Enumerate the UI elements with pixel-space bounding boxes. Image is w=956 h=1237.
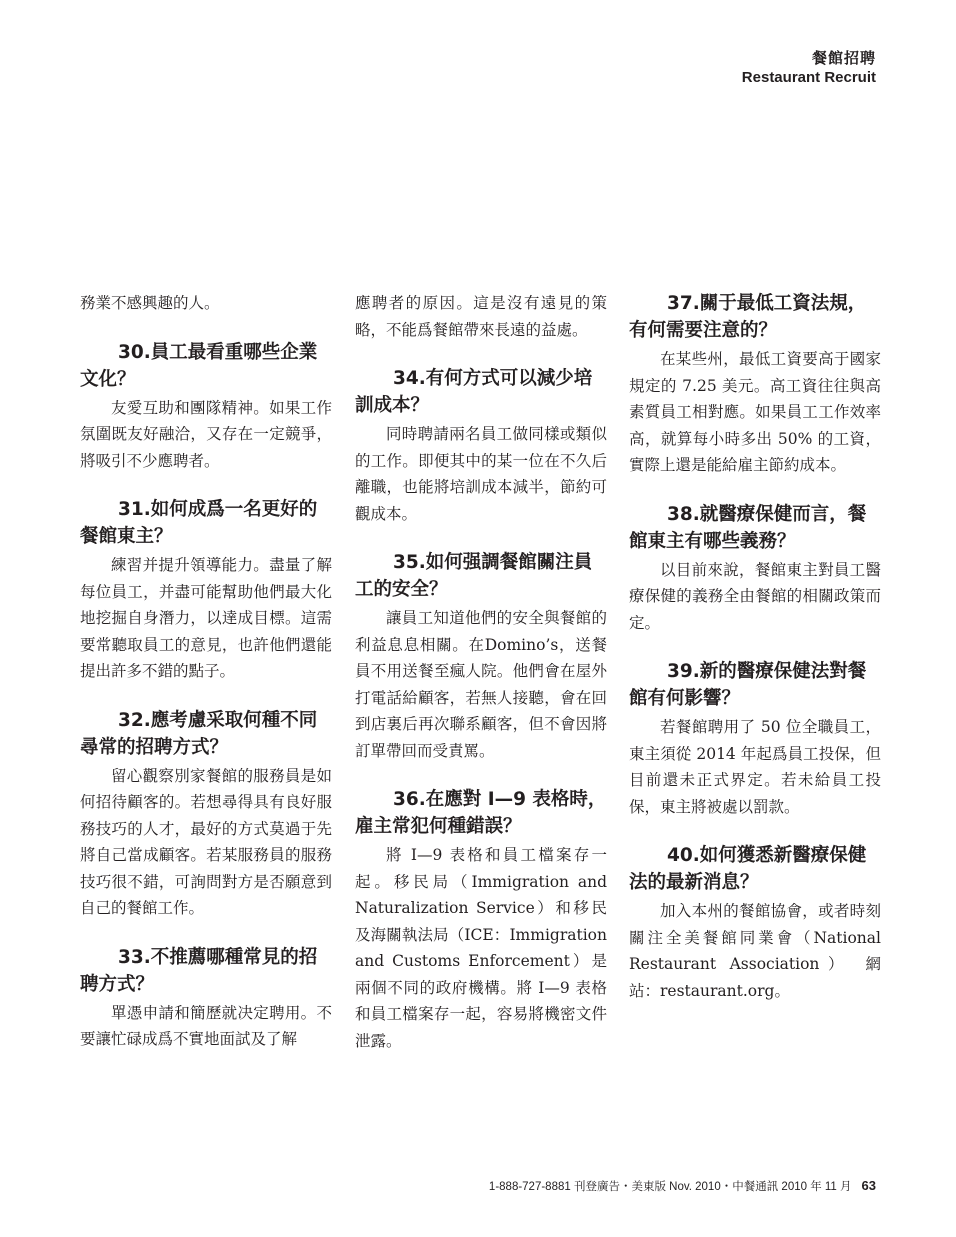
answer-34: 同時聘請兩名員工做同樣或類似的工作。即便其中的某一位在不久后離職，也能將培訓成本減半，節約可觀成本。 xyxy=(355,425,607,523)
answer-40: 加入本州的餐館協會，或者時刻關注全美餐館同業會（National Restaurant Association） 網 站：restaurant.org。 xyxy=(629,902,881,1000)
paragraph: 應聘者的原因。這是沒有遠見的策略，不能爲餐館帶來長遠的益處。 xyxy=(355,294,607,339)
question-heading-30: 30.員工最看重哪些企業文化？ xyxy=(80,341,318,390)
answer-33: 單憑申請和簡歷就决定聘用。不要讓忙碌成爲不實地面試及了解 xyxy=(80,1003,332,1048)
answer-36: 將 I—9 表格和員工檔案存一起。移民局（Immigration and Naturalization Service）和移民及海關執法局（ICE：Immigration and Customs Enforcement）是兩個不同的政府機構。將 I—9 表格和員工檔案存一起，容易將機密文件泄露。 xyxy=(355,846,607,1050)
answer-30: 友愛互助和團隊精神。如果工作氛圍既友好融洽，又存在一定競爭，將吸引不少應聘者。 xyxy=(80,398,332,470)
answer-35: 讓員工知道他們的安全與餐館的利益息息相關。在Domino’s，送餐員不用送餐至瘋人院。他們會在屋外打電話給顧客，若無人接聽，會在回到店裏后再次聯系顧客，但不會因將訂單帶回而受責罵。 xyxy=(355,609,607,760)
answer-39: 若餐館聘用了 50 位全職員工，東主須從 2014 年起爲員工投保，但目前還未正式界定。若未給員工投保，東主將被處以罰款。 xyxy=(629,718,881,816)
question-heading-32: 32.應考慮采取何種不同尋常的招聘方式？ xyxy=(80,709,318,758)
column-2 xyxy=(355,290,607,1054)
question-heading-37: 37.關于最低工資法規，有何需要注意的？ xyxy=(629,293,867,341)
question-heading-33: 33.不推薦哪種常見的招聘方式？ xyxy=(80,946,318,995)
question-heading-38: 38.就醫療保健而言，餐館東主有哪些義務？ xyxy=(629,503,867,552)
question-heading-35: 35.如何强調餐館關注員工的安全？ xyxy=(355,552,593,600)
answer-38: 以目前來說，餐館東主對員工醫療保健的義務全由餐館的相關政策而定。 xyxy=(629,560,881,632)
answer-37: 在某些州，最低工資要高于國家規定的 7.25 美元。高工資往往與高素質員工相對應。如果員工工作效率高，就算每小時多出 50% 的工資，實際上還是能給雇主節約成本。 xyxy=(629,350,881,474)
question-heading-39: 39.新的醫療保健法對餐館有何影響？ xyxy=(629,661,867,709)
paragraph: 務業不感興趣的人。 xyxy=(80,294,220,312)
section-title-english: Restaurant Recruit xyxy=(741,69,876,86)
answer-32: 留心觀察別家餐館的服務員是如何招待顧客的。若想尋得具有良好服務技巧的人才，最好的方式莫過于先將自己當成顧客。若某服務員的服務技巧很不錯，可詢問對方是否願意到自己的餐館工作。 xyxy=(80,766,332,917)
section-title-chinese: 餐館招聘 xyxy=(811,50,876,67)
column-3 xyxy=(629,290,881,1004)
page-header xyxy=(742,50,876,87)
question-heading-40: 40.如何獲悉新醫療保健法的最新消息？ xyxy=(629,845,867,893)
question-heading-36: 36.在應對 I—9 表格時，雇主常犯何種錯誤？ xyxy=(355,789,607,837)
footer-info: 1-888-727-8881 刊登廣告・美東版 Nov. 2010・中餐通訊 2010 年 11 月 xyxy=(488,1181,852,1193)
question-heading-31: 31.如何成爲一名更好的餐館東主？ xyxy=(80,499,318,547)
question-heading-34: 34.有何方式可以減少培訓成本？ xyxy=(355,368,593,416)
column-1 xyxy=(80,290,332,1053)
page-number: 63 xyxy=(861,1178,876,1193)
page-footer xyxy=(0,1178,876,1194)
answer-31: 練習并提升領導能力。盡量了解每位員工，并盡可能幫助他們最大化地挖掘自身潛力，以達成目標。這需要常聽取員工的意見，也許他們還能提出許多不錯的點子。 xyxy=(80,556,332,680)
